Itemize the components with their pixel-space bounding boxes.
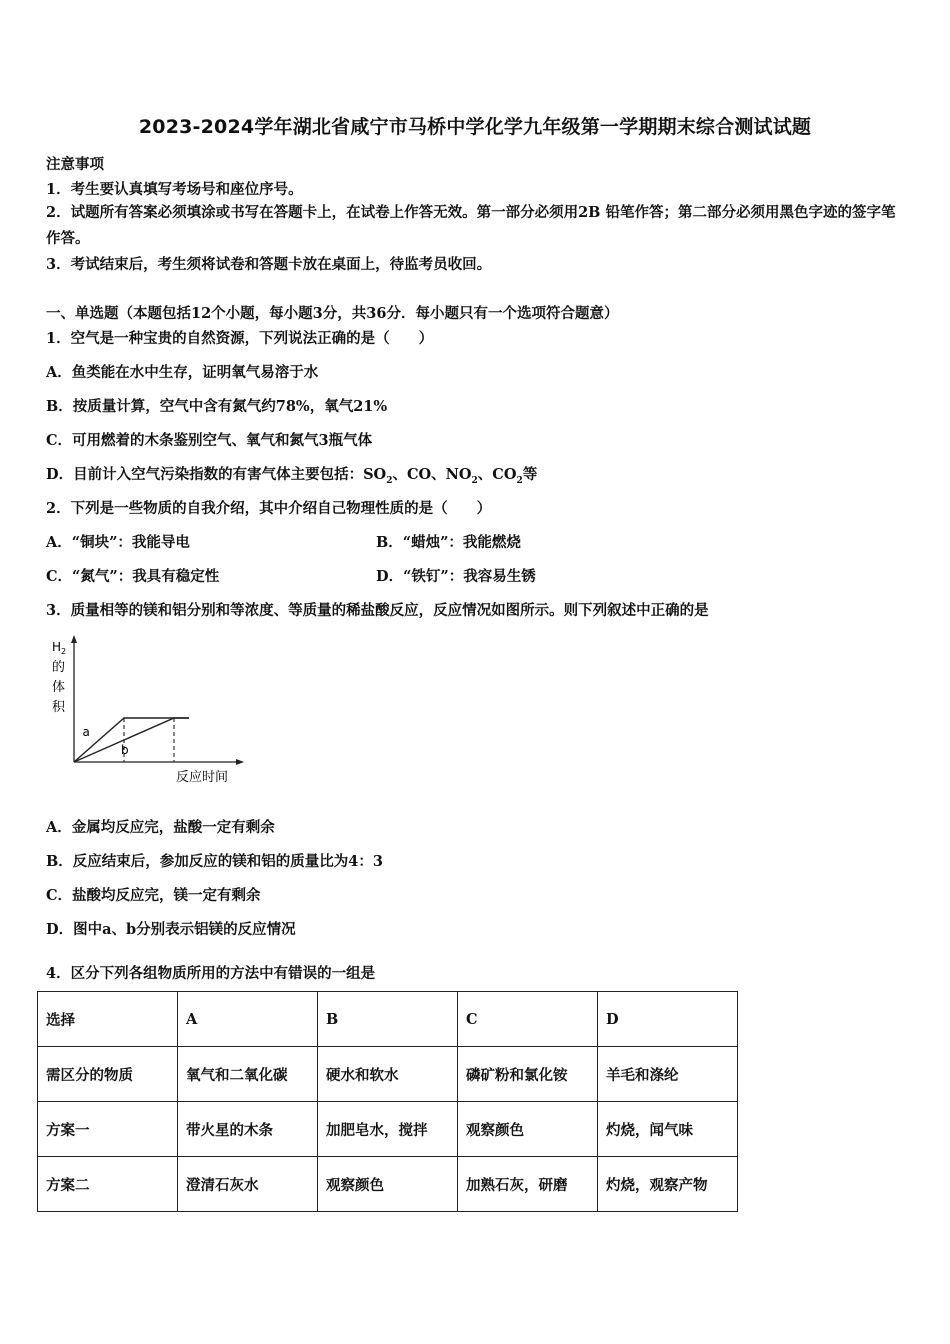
notice-item-2: 2．试题所有答案必须填涂或书写在答题卡上，在试卷上作答无效。第一部分必须用2B 铅笔作答；第二部分必须用黑色字迹的签字笔作答。 — [46, 204, 896, 247]
q1-option-d: D．目前计入空气污染指数的有害气体主要包括：$SO_2$、CO、$NO_2$、$CO_2$等 — [46, 466, 538, 486]
table-cell: 磷矿粉和氯化铵 — [458, 1047, 598, 1102]
series-line-a — [74, 718, 189, 762]
table-cell: 灼烧，观察产物 — [598, 1157, 738, 1212]
q2-option-b: B．“蜡烛”：我能燃烧 — [376, 534, 521, 551]
table-row — [38, 1102, 738, 1157]
table-cell: A — [178, 992, 318, 1047]
series-label-a: a — [82, 725, 90, 740]
table-cell: 方案一 — [38, 1102, 178, 1157]
table-cell: C — [458, 992, 598, 1047]
q3-option-a: A．金属均反应完，盐酸一定有剩余 — [46, 819, 275, 836]
y-label-h: H — [52, 640, 62, 654]
q1-option-c: C．可用燃着的木条鉴别空气、氧气和氮气3瓶气体 — [46, 432, 373, 449]
table-cell: 氧气和二氧化碳 — [178, 1047, 318, 1102]
section-heading: 一、单选题（本题包括12个小题，每小题3分，共36分．每小题只有一个选项符合题意） — [46, 305, 619, 322]
q1-option-a: A．鱼类能在水中生存，证明氧气易溶于水 — [46, 364, 319, 381]
q3-option-c: C．盐酸均反应完，镁一定有剩余 — [46, 887, 261, 904]
q4-table — [37, 991, 738, 1212]
q3-option-d: D．图中a、b分别表示铝镁的反应情况 — [46, 921, 296, 938]
table-cell: B — [318, 992, 458, 1047]
q4-stem: 4．区分下列各组物质所用的方法中有错误的一组是 — [46, 965, 376, 982]
series-line-b — [74, 718, 189, 762]
table-cell: 观察颜色 — [458, 1102, 598, 1157]
page-title: 2023-2024学年湖北省咸宁市马桥中学化学九年级第一学期期末综合测试试题 — [138, 116, 812, 138]
x-label: 反应时间 — [176, 770, 229, 785]
table-row — [38, 992, 738, 1047]
q3-stem: 3．质量相等的镁和铝分别和等浓度、等质量的稀盐酸反应，反应情况如图所示。则下列叙述中正确的是 — [46, 602, 709, 619]
table-cell: 方案二 — [38, 1157, 178, 1212]
y-label-char-3: 积 — [52, 700, 66, 715]
table-row — [38, 1157, 738, 1212]
table-cell: 硬水和软水 — [318, 1047, 458, 1102]
table-row — [38, 1047, 738, 1102]
q2-stem: 2．下列是一些物质的自我介绍，其中介绍自己物理性质的是（ ） — [46, 500, 492, 517]
q2-option-a: A．“铜块”：我能导电 — [46, 534, 190, 551]
table-cell: 澄清石灰水 — [178, 1157, 318, 1212]
h2-volume-chart — [44, 634, 244, 789]
table-cell: 选择 — [38, 992, 178, 1047]
table-cell: 需区分的物质 — [38, 1047, 178, 1102]
notice-item-3: 3．考试结束后，考生须将试卷和答题卡放在桌面上，待监考员收回。 — [46, 256, 492, 273]
y-label-char-2: 体 — [52, 680, 66, 695]
table-cell: 羊毛和涤纶 — [598, 1047, 738, 1102]
y-axis-arrow — [71, 635, 77, 643]
table-cell: 加肥皂水，搅拌 — [318, 1102, 458, 1157]
q1-option-b: B．按质量计算，空气中含有氮气约78%，氧气21% — [46, 398, 388, 415]
q2-option-d: D．“铁钉”：我容易生锈 — [376, 568, 536, 585]
table-cell: 灼烧，闻气味 — [598, 1102, 738, 1157]
q3-option-b: B．反应结束后，参加反应的镁和铝的质量比为4：3 — [46, 853, 383, 870]
x-axis-arrow — [236, 759, 244, 765]
notice-heading: 注意事项 — [46, 156, 104, 173]
series-label-b: b — [121, 743, 129, 758]
table-cell: 观察颜色 — [318, 1157, 458, 1212]
q1-stem: 1．空气是一种宝贵的自然资源，下列说法正确的是（ ） — [46, 330, 434, 347]
y-label-char-1: 的 — [52, 660, 66, 675]
y-label-sub: 2 — [61, 647, 67, 656]
q2-option-c: C．“氮气”：我具有稳定性 — [46, 568, 220, 585]
table-cell: 加熟石灰，研磨 — [458, 1157, 598, 1212]
table-cell: 带火星的木条 — [178, 1102, 318, 1157]
notice-item-1: 1．考生要认真填写考场号和座位序号。 — [46, 181, 303, 198]
table-cell: D — [598, 992, 738, 1047]
